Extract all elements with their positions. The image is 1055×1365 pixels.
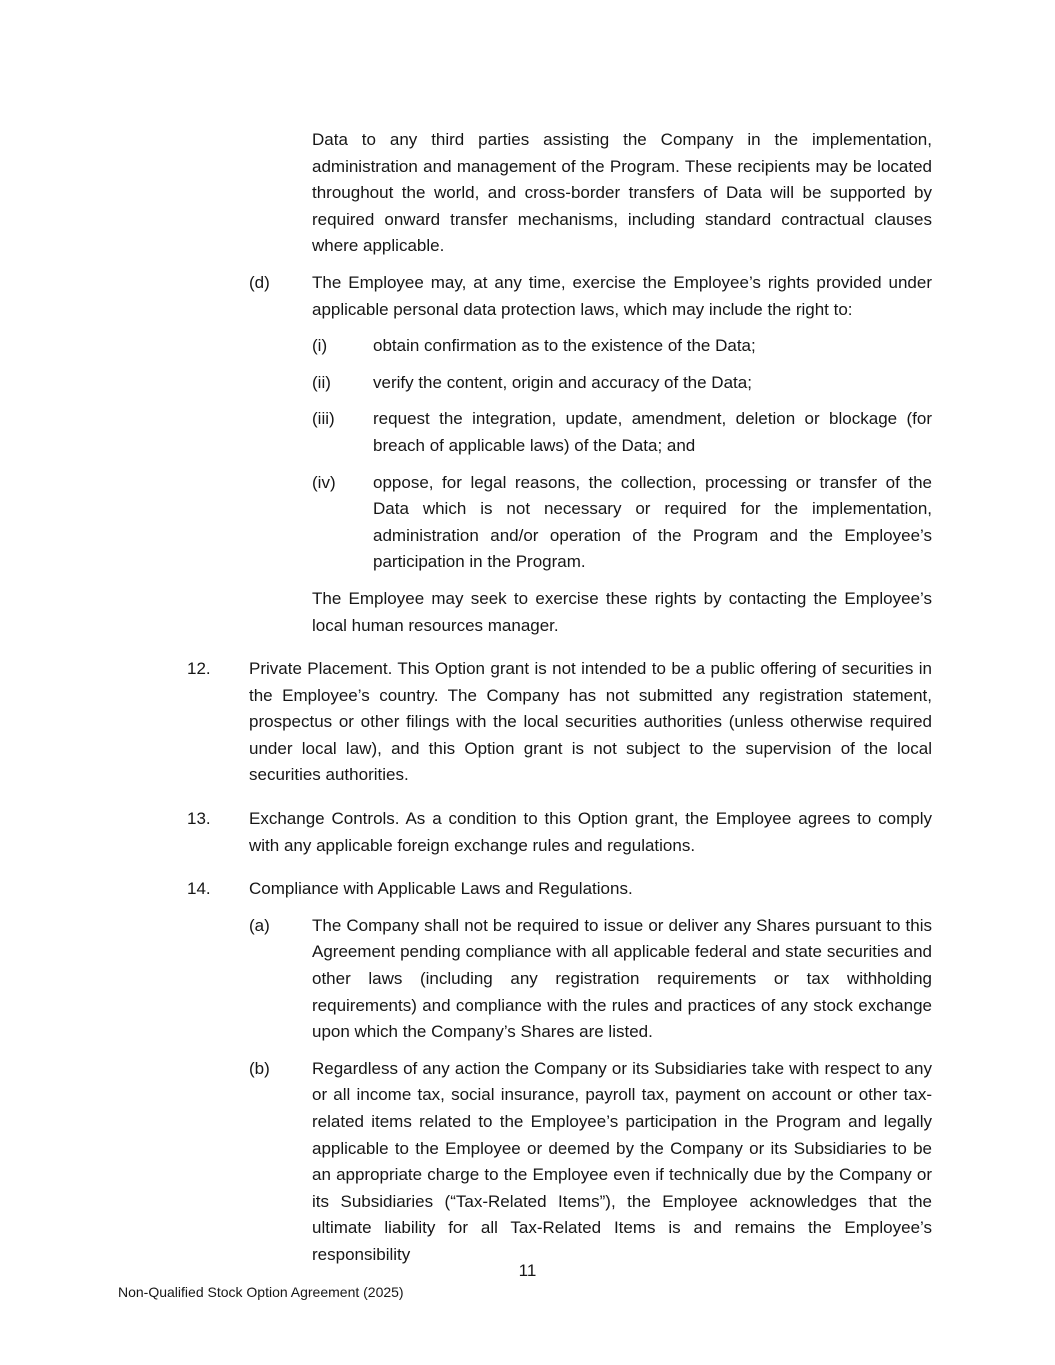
clause-text: The Employee may, at any time, exercise the Employee’s rights provided under applicable personal data protection laws, which may include the right to: [312, 272, 932, 319]
clause-marker: (iii) [312, 409, 335, 429]
clause-marker: (b) [249, 1058, 270, 1078]
clause-marker: (a) [249, 915, 270, 935]
clause-text: verify the content, origin and accuracy of the Data; [373, 372, 752, 392]
section-number: 13. [187, 809, 211, 829]
section-number: 12. [187, 659, 211, 679]
document-body [187, 127, 932, 1279]
clause-14-a [187, 913, 932, 1046]
clause-text: obtain confirmation as to the existence of the Data; [373, 336, 756, 356]
section-12-private-placement [187, 656, 932, 789]
clause-14-b [187, 1056, 932, 1269]
section-text: Compliance with Applicable Laws and Regulations. [249, 879, 633, 899]
paragraph-rights-contact [187, 586, 932, 639]
clause-marker: (ii) [312, 372, 331, 392]
clause-text: oppose, for legal reasons, the collection, processing or transfer of the Data which is not necessary or required for the implementation, administration and/or operation of the Program and the Employee’s participation in the Program. [373, 472, 932, 572]
clause-text: Regardless of any action the Company or its Subsidiaries take with respect to any or all income tax, social insurance, payroll tax, payment on account or other tax-related items related to the Employee’s participation in the Program and legally applicable to the Employee or deemed by the Company or its Subsidiaries to be an appropriate charge to the Employee even if technically due by the Company or its Subsidiaries (“Tax-Related Items”), the Employee acknowledges that the ultimate liability for all Tax-Related Items is and remains the Employee’s responsibility [312, 1058, 932, 1264]
section-13-exchange-controls [187, 806, 932, 859]
paragraph-text: Data to any third parties assisting the Company in the implementation, administration and management of the Program. These recipients may be located throughout the world, and cross-border transfers of Data will be supported by required onward transfer mechanisms, including standard contractual clauses where applicable. [312, 130, 932, 256]
section-14-compliance-heading [187, 876, 932, 903]
footer-document-title: Non-Qualified Stock Option Agreement (2025) [118, 1284, 404, 1300]
clause-marker: (i) [312, 336, 328, 356]
clause-d-ii [187, 370, 932, 397]
paragraph-data-transfer-continuation [187, 127, 932, 260]
clause-marker: (iv) [312, 472, 336, 492]
clause-text: request the integration, update, amendment, deletion or blockage (for breach of applicable laws) of the Data; and [373, 409, 932, 455]
page-number: 11 [518, 1261, 537, 1280]
clause-d-i [187, 333, 932, 360]
section-text: Exchange Controls. As a condition to this Option grant, the Employee agrees to comply with any applicable foreign exchange rules and regulations. [249, 809, 932, 855]
section-number: 14. [187, 879, 211, 899]
clause-text: The Company shall not be required to issue or deliver any Shares pursuant to this Agreement pending compliance with all applicable federal and state securities and other laws (including any registration requirements or tax withholding requirements) and compliance with the rules and practices of any stock exchange upon which the Company’s Shares are listed. [312, 915, 932, 1042]
clause-d [187, 270, 932, 323]
clause-marker: (d) [249, 272, 270, 292]
clause-d-iii [187, 406, 932, 459]
section-text: Private Placement. This Option grant is not intended to be a public offering of securities in the Employee’s country. The Company has not submitted any registration statement, prospectus or other filings with the local securities authorities (unless otherwise required under local law), and this Option grant is not subject to the supervision of the local securities authorities. [249, 659, 932, 785]
paragraph-text: The Employee may seek to exercise these rights by contacting the Employee’s local human resources manager. [312, 588, 932, 635]
clause-d-iv [187, 470, 932, 576]
